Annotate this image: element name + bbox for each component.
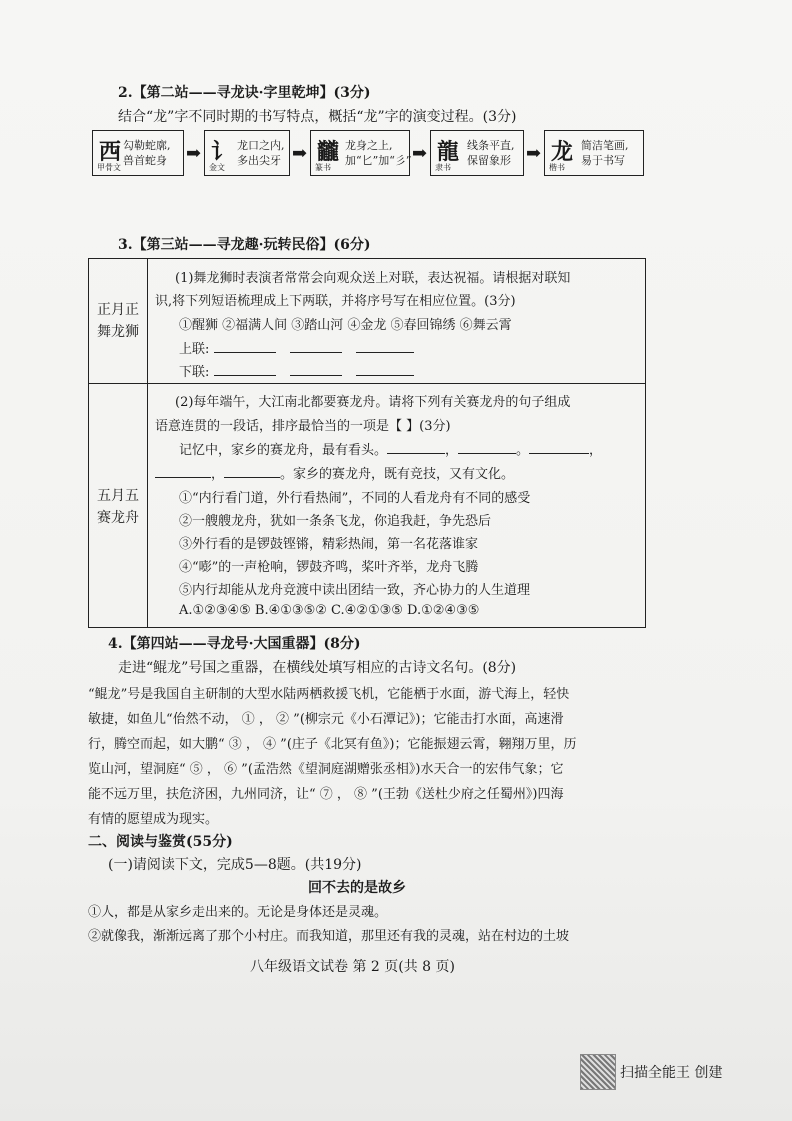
stage-desc: 线条平直, 保留象形 xyxy=(467,139,515,167)
clerical-glyph: 龍 xyxy=(437,139,460,165)
bronze-glyph: ⻈ xyxy=(211,139,234,165)
row2-label: 五月五 赛龙舟 xyxy=(97,488,139,526)
q4-para-line1: “鲲龙”号是我国自主研制的大型水陆两栖救援飞机，它能栖于水面，游弋海上，轻快 xyxy=(88,687,570,702)
row2-line4: ， 。家乡的赛龙舟，既有竞技，又有文化。 xyxy=(155,463,514,482)
article-title: 回不去的是故乡 xyxy=(308,880,406,896)
answer-blank[interactable] xyxy=(290,361,342,376)
arrow-icon: ➡ xyxy=(292,143,308,164)
stage-desc: 龙口之内, 多出尖牙 xyxy=(237,139,285,167)
q4-para-line2: 敏捷，如鱼儿“佁然不动， ① ， ② ”(柳宗元《小石潭记》)；它能击打水面，高速滑 xyxy=(88,712,564,727)
stage-era: 甲骨文 xyxy=(97,163,121,172)
stage-desc: 勾勒蛇廓, 兽首蛇身 xyxy=(123,139,171,167)
answer-blank[interactable] xyxy=(356,361,414,376)
q4-para-line3: 行，腾空而起，如大鹏“ ③ ， ④ ”(庄子《北冥有鱼》)；它能振翅云霄，翱翔万里，历 xyxy=(88,737,577,752)
oracle-glyph: ⻄ xyxy=(99,139,122,165)
sentence-5: ⑤内行却能从龙舟竞渡中读出团结一致，齐心协力的人生道理 xyxy=(179,583,531,598)
answer-blank[interactable] xyxy=(458,439,516,454)
sentence-3: ③外行看的是锣鼓铿锵，精彩热闹，第一名花落谁家 xyxy=(179,537,479,552)
section2-heading: 二、阅读与鉴赏(55分) xyxy=(88,834,233,850)
row1-line2: 识,将下列短语梳理成上下两联，并将序号写在相应位置。(3分) xyxy=(155,294,516,309)
page-footer: 八年级语文试卷 第 2 页(共 8 页) xyxy=(250,959,455,975)
answer-choices: A.①②③④⑤ B.④①③⑤② C.④②①③⑤ D.①②④③⑤ xyxy=(179,603,480,618)
regular-glyph: 龙 xyxy=(551,139,574,165)
q4-para-line6: 有情的愿望成为现实。 xyxy=(88,812,219,827)
stage-era: 隶书 xyxy=(435,163,451,172)
stage-seal xyxy=(310,130,410,176)
seal-glyph: 龖 xyxy=(317,139,340,165)
answer-blank[interactable] xyxy=(529,439,589,454)
stage-desc: 简洁笔画, 易于书写 xyxy=(581,139,629,167)
row2-line3: 记忆中，家乡的赛龙舟，最有看头。 ， 。 ， xyxy=(179,439,602,458)
stage-oracle xyxy=(92,130,184,176)
upper-couplet-row: 上联: xyxy=(179,338,414,357)
stage-regular xyxy=(544,130,644,176)
answer-blank[interactable] xyxy=(224,463,280,478)
arrow-icon: ➡ xyxy=(186,143,202,164)
arrow-icon: ➡ xyxy=(412,143,428,164)
answer-blank[interactable] xyxy=(290,338,342,353)
q4-para-line4: 览山河，望洞庭“ ⑤ ， ⑥ ”(孟浩然《望洞庭湖赠张丞相》)水天合一的宏伟气象；它 xyxy=(88,762,564,777)
dragon-evolution-chain xyxy=(92,130,652,178)
answer-blank[interactable] xyxy=(356,338,414,353)
sentence-1: ①“内行看门道，外行看热闹”，不同的人看龙舟有不同的感受 xyxy=(179,491,531,506)
answer-blank[interactable] xyxy=(387,439,445,454)
q3-heading: 3.【第三站——寻龙趣·玩转民俗】(6分) xyxy=(118,237,371,253)
answer-blank[interactable] xyxy=(214,338,276,353)
row2-line2: 语意连贯的一段话，排序最恰当的一项是【 】(3分) xyxy=(155,419,451,434)
q2-heading: 2.【第二站——寻龙诀·字里乾坤】(3分) xyxy=(118,85,371,101)
sentence-2: ②一艘艘龙舟，犹如一条条飞龙，你追我赶，争先恐后 xyxy=(179,514,492,529)
article-para-2: ②就像我，渐渐远离了那个小村庄。而我知道，那里还有我的灵魂，站在村边的土坡 xyxy=(88,929,570,944)
lower-couplet-row: 下联: xyxy=(179,361,414,380)
sentence-4: ④“嘭”的一声枪响，锣鼓齐鸣，桨叶齐举，龙舟飞腾 xyxy=(179,560,479,575)
answer-blank[interactable] xyxy=(214,361,276,376)
stage-desc: 龙身之上, 加“匕”加“彡” xyxy=(345,139,412,167)
stage-bronze xyxy=(204,130,290,176)
row1-label: 正月正 舞龙狮 xyxy=(97,302,139,340)
stage-clerical xyxy=(430,130,524,176)
arrow-icon: ➡ xyxy=(526,143,542,164)
stage-era: 楷书 xyxy=(549,163,565,172)
qr-code-icon xyxy=(580,1054,616,1090)
section2-sub: (一)请阅读下文，完成5—8题。(共19分) xyxy=(108,857,362,873)
row1-options: ①醒狮 ②福满人间 ③踏山河 ④金龙 ⑤春回锦绣 ⑥舞云霄 xyxy=(179,318,512,333)
row1-line1: (1)舞龙狮时表演者常常会向观众送上对联，表达祝福。请根据对联知 xyxy=(175,271,571,286)
answer-blank[interactable] xyxy=(155,463,211,478)
q4-heading: 4.【第四站——寻龙号·大国重器】(8分) xyxy=(108,636,361,652)
q4-prompt: 走进“鲲龙”号国之重器，在横线处填写相应的古诗文名句。(8分) xyxy=(118,660,517,676)
q2-prompt: 结合“龙”字不同时期的书写特点，概括“龙”字的演变过程。(3分) xyxy=(118,109,517,125)
row2-line1: (2)每年端午，大江南北都要赛龙舟。请将下列有关赛龙舟的句子组成 xyxy=(175,395,571,410)
stage-era: 金文 xyxy=(209,163,225,172)
stage-era: 篆书 xyxy=(315,163,331,172)
article-para-1: ①人，都是从家乡走出来的。无论是身体还是灵魂。 xyxy=(88,905,388,920)
q4-para-line5: 能不远万里，扶危济困，九州同济，让“ ⑦ ， ⑧ ”(王勃《送杜少府之任蜀州》)四海 xyxy=(88,787,564,802)
folk-table xyxy=(88,258,646,628)
scanner-watermark: 扫描全能王 创建 xyxy=(620,1065,723,1081)
